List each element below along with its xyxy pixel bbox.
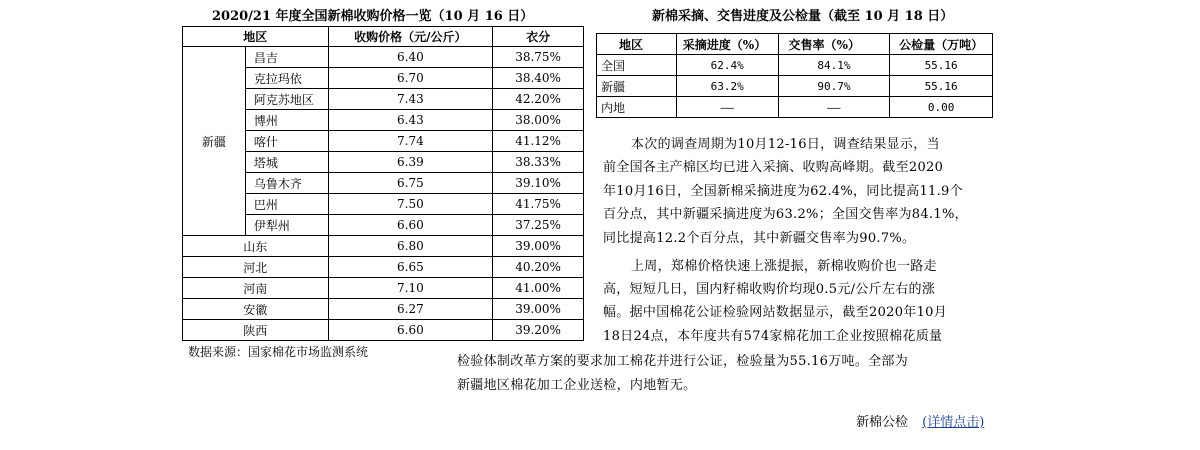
- price-cell: 6.80: [328, 236, 493, 257]
- header-region: 地区: [183, 27, 329, 47]
- price-cell: 6.39: [328, 152, 493, 173]
- footer-links: [856, 411, 984, 430]
- region-cell: 乌鲁木齐: [245, 173, 328, 194]
- price-cell: 7.50: [328, 194, 493, 215]
- price-cell: 6.60: [328, 320, 493, 341]
- region-cell: 河南: [183, 278, 329, 299]
- region-cell: 河北: [183, 257, 329, 278]
- lint-cell: 38.75%: [493, 47, 584, 68]
- region-cell: 新疆: [597, 76, 677, 97]
- picking-cell: ——: [676, 97, 778, 118]
- table-row: [597, 97, 993, 118]
- para2-line: 高，短短几日，国内籽棉收购价均现0.5元/公斤左右的涨: [603, 282, 936, 297]
- table-row: [183, 257, 584, 278]
- region-cell: 阿克苏地区: [245, 89, 328, 110]
- region-cell: 塔城: [245, 152, 328, 173]
- progress-table-title: 新棉采摘、交售进度及公检量（截至 10 月 18 日）: [652, 9, 954, 24]
- details-link[interactable]: (详情点击): [922, 415, 985, 430]
- para1-line: 同比提高12.2个百分点，其中新疆交售率为90.7%。: [603, 231, 916, 246]
- picking-cell: 63.2%: [676, 76, 778, 97]
- group-label-xinjiang: 新疆: [183, 47, 246, 236]
- sales-cell: 84.1%: [778, 55, 890, 76]
- lint-cell: 39.00%: [493, 299, 584, 320]
- inspection-cell: 55.16: [890, 76, 993, 97]
- price-cell: 6.27: [328, 299, 493, 320]
- table-row: [183, 236, 584, 257]
- lint-cell: 42.20%: [493, 89, 584, 110]
- price-cell: 7.10: [328, 278, 493, 299]
- table-row: [597, 55, 993, 76]
- lint-cell: 39.10%: [493, 173, 584, 194]
- para2-line: 18日24点，本年度共有574家棉花加工企业按照棉花质量: [603, 329, 943, 344]
- progress-table: [596, 33, 993, 118]
- region-cell: 喀什: [245, 131, 328, 152]
- lint-cell: 40.20%: [493, 257, 584, 278]
- price-table-title: 2020/21 年度全国新棉收购价格一览（10 月 16 日）: [212, 9, 534, 24]
- region-cell: 山东: [183, 236, 329, 257]
- lint-cell: 39.00%: [493, 236, 584, 257]
- para1-line: 年10月16日，全国新棉采摘进度为62.4%，同比提高11.9个: [603, 184, 963, 199]
- price-cell: 6.65: [328, 257, 493, 278]
- table-row: [183, 47, 584, 68]
- inspection-cell: 0.00: [890, 97, 993, 118]
- table-row: [183, 299, 584, 320]
- lint-cell: 38.40%: [493, 68, 584, 89]
- table-row: [183, 278, 584, 299]
- region-cell: 巴州: [245, 194, 328, 215]
- para2-line: 检验体制改革方案的要求加工棉花并进行公证，检验量为55.16万吨。全部为: [457, 354, 909, 369]
- para1-line: 前全国各主产棉区均已进入采摘、收购高峰期。截至2020: [603, 160, 944, 175]
- region-cell: 安徽: [183, 299, 329, 320]
- price-cell: 6.70: [328, 68, 493, 89]
- region-cell: 昌吉: [245, 47, 328, 68]
- para2-line: 上周，郑棉价格快速上涨提振，新棉收购价也一路走: [631, 259, 937, 274]
- para1-line: 百分点，其中新疆采摘进度为63.2%；全国交售率为84.1%，: [603, 207, 968, 222]
- region-cell: 全国: [597, 55, 677, 76]
- progress-table-header-row: [597, 34, 993, 55]
- price-cell: 6.60: [328, 215, 493, 236]
- region-cell: 博州: [245, 110, 328, 131]
- price-table: [182, 26, 584, 341]
- region-cell: 克拉玛依: [245, 68, 328, 89]
- region-cell: 内地: [597, 97, 677, 118]
- header-price: 收购价格（元/公斤）: [328, 27, 493, 47]
- price-cell: 7.43: [328, 89, 493, 110]
- header-lint: 衣分: [493, 27, 584, 47]
- picking-cell: 62.4%: [676, 55, 778, 76]
- price-cell: 6.75: [328, 173, 493, 194]
- para2-line: 新疆地区棉花加工企业送检，内地暂无。: [457, 378, 697, 393]
- inspection-cell: 55.16: [890, 55, 993, 76]
- header-sales: 交售率（%）: [778, 34, 890, 55]
- lint-cell: 37.25%: [493, 215, 584, 236]
- header-inspection: 公检量（万吨）: [890, 34, 993, 55]
- table-row: [183, 320, 584, 341]
- lint-cell: 41.12%: [493, 131, 584, 152]
- header-region: 地区: [597, 34, 677, 55]
- price-table-header-row: [183, 27, 584, 47]
- price-cell: 6.43: [328, 110, 493, 131]
- sales-cell: 90.7%: [778, 76, 890, 97]
- lint-cell: 41.00%: [493, 278, 584, 299]
- sales-cell: ——: [778, 97, 890, 118]
- region-cell: 陕西: [183, 320, 329, 341]
- para2-line: 幅。据中国棉花公证检验网站数据显示，截至2020年10月: [603, 305, 948, 320]
- header-picking: 采摘进度（%）: [676, 34, 778, 55]
- lint-cell: 39.20%: [493, 320, 584, 341]
- region-cell: 伊犁州: [245, 215, 328, 236]
- price-cell: 7.74: [328, 131, 493, 152]
- data-source-note: 数据来源：国家棉花市场监测系统: [188, 345, 369, 359]
- price-cell: 6.40: [328, 47, 493, 68]
- lint-cell: 41.75%: [493, 194, 584, 215]
- lint-cell: 38.33%: [493, 152, 584, 173]
- lint-cell: 38.00%: [493, 110, 584, 131]
- table-row: [597, 76, 993, 97]
- new-cotton-inspection-label: 新棉公检: [856, 415, 909, 430]
- para1-line: 本次的调查周期为10月12-16日，调查结果显示，当: [631, 137, 940, 152]
